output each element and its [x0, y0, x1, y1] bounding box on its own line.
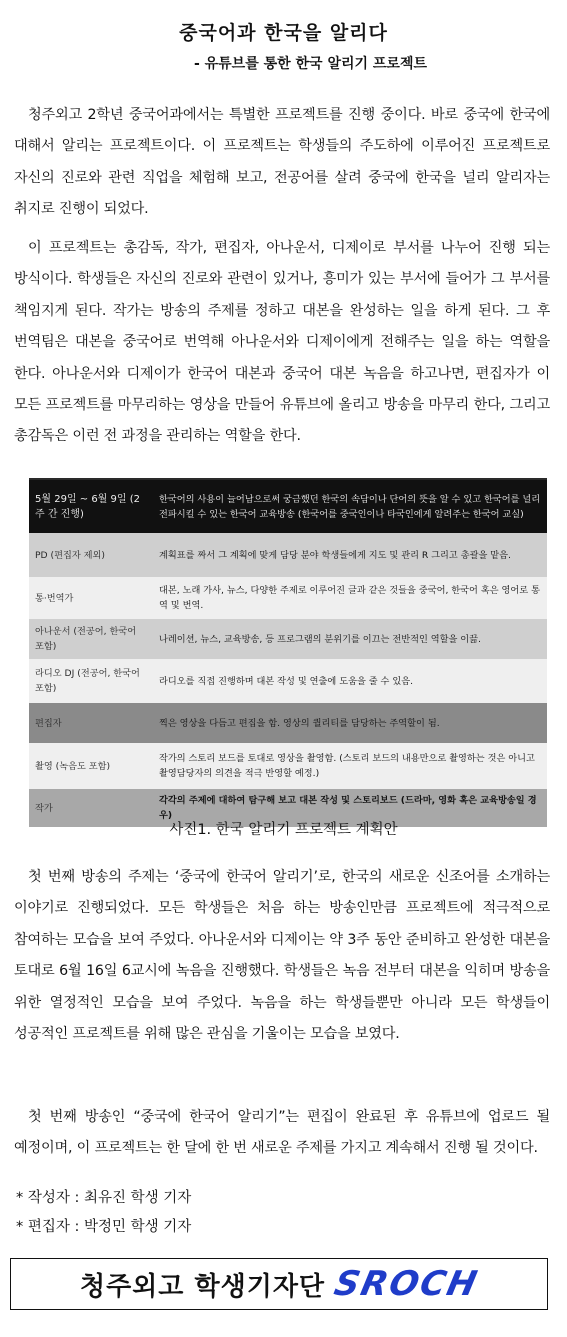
plan-task: 라디오를 직접 진행하며 대본 작성 및 연출에 도움을 줄 수 있음.	[153, 659, 547, 703]
figure-caption: 사진1. 한국 알리기 프로젝트 계획안	[169, 822, 398, 838]
plan-row	[29, 619, 547, 659]
paragraph-1	[14, 100, 550, 226]
plan-task: 찍은 영상을 다듬고 편집을 함. 영상의 퀄리티를 담당하는 주역할이 됨.	[153, 703, 547, 743]
editor-credit: * 편집자 : 박정민 학생 기자	[16, 1219, 192, 1235]
banner-logo: SROCH	[330, 1264, 483, 1304]
banner-org-name: 청주외고 학생기자단	[79, 1271, 326, 1302]
press-banner	[10, 1258, 548, 1310]
paragraph-2	[14, 233, 550, 453]
paragraph-2-text: 이 프로젝트는 총감독, 작가, 편집자, 아나운서, 디제이로 부서를 나누어 진행 되는 방식이다. 학생들은 자신의 진로와 관련이 있거나, 흥미가 있는 부서에 들어가 그 부서를 책임지게 된다. 작가는 방송의 주제를 정하고 대본을 완성하는 일을 하게 된다. 그 후 번역팀은 대본을 중국어로 번역해 아나운서와 디제이에게 전해주는 일을 하는 역할을 한다. 아나운서와 디제이가 한국어 대본과 중국어 대본 녹음을 하고나면, 편집자가 이 모든 프로젝트를 마무리하는 영상을 만들어 유튜브에 올리고 방송을 마무리 한다, 그리고 총감독은 이런 전 과정을 관리하는 역할을 한다.	[14, 240, 550, 445]
plan-row	[29, 577, 547, 619]
plan-task: 대본, 노래 가사, 뉴스, 다양한 주제로 이루어진 글과 같은 것들을 중국어, 한국어 혹은 영어로 통역 및 번역.	[153, 577, 547, 619]
plan-table	[29, 480, 547, 827]
plan-task: 작가의 스토리 보드를 토대로 영상을 촬영함. (스토리 보드의 내용만으로 촬영하는 것은 아니고 촬영담당자의 의견을 적극 반영할 예정.)	[153, 743, 547, 789]
writer-credit: * 작성자 : 최유진 학생 기자	[16, 1190, 192, 1206]
article-title: 중국어과 한국을 알리다	[179, 22, 388, 44]
paragraph-1-text: 청주외고 2학년 중국어과에서는 특별한 프로젝트를 진행 중이다. 바로 중국에 한국에 대해서 알리는 프로젝트이다. 이 프로젝트는 학생들의 주도하에 이루어진 프로젝트로 자신의 진로와 관련 직업을 체험해 보고, 전공어를 살려 중국에 한국을 널리 알리자는 취지로 진행이 되었다.	[14, 107, 550, 218]
plan-row	[29, 743, 547, 789]
paragraph-3	[14, 862, 550, 1050]
plan-header-row	[29, 480, 547, 533]
paragraph-3-text: 첫 번째 방송의 주제는 ‘중국에 한국어 알리기’로, 한국의 새로운 신조어를 소개하는 이야기로 진행되었다. 모든 학생들은 처음 하는 방송인만큼 프로젝트에 적극적으로 참여하는 모습을 보여 주었다. 아나운서와 디제이는 약 3주 동안 준비하고 완성한 대본을 토대로 6월 16일 6교시에 녹음을 진행했다. 학생들은 녹음 전부터 대본을 익히며 방송을 위한 열정적인 모습을 보여 주었다. 녹음을 하는 학생들뿐만 아니라 모든 학생들이 성공적인 프로젝트를 위해 많은 관심을 기울이는 모습을 보였다.	[14, 869, 550, 1043]
plan-role: 촬영 (녹음도 포함)	[29, 743, 153, 789]
plan-role: 편집자	[29, 703, 153, 743]
article-subtitle: - 유튜브를 통한 한국 알리기 프로젝트	[193, 56, 427, 72]
paragraph-4-text: 첫 번째 방송인 “중국에 한국어 알리기”는 편집이 완료된 후 유튜브에 업로드 될 예정이며, 이 프로젝트는 한 달에 한 번 새로운 주제를 가지고 계속해서 진행 될 것이다.	[14, 1109, 550, 1157]
plan-role: 라디오 DJ (전공어, 한국어 포함)	[29, 659, 153, 703]
plan-role: 아나운서 (전공어, 한국어 포함)	[29, 619, 153, 659]
paragraph-4	[14, 1102, 550, 1165]
plan-table-image	[29, 478, 547, 821]
plan-task: 각각의 주제에 대하여 탐구해 보고 대본 작성 및 스토리보드 (드라마, 영화 혹은 교육방송일 경우)	[153, 789, 547, 827]
plan-task: 계획표를 짜서 그 계획에 맞게 담당 분야 학생들에게 지도 및 관리 R 그리고 총괄을 맡음.	[153, 533, 547, 577]
plan-row	[29, 659, 547, 703]
plan-row	[29, 533, 547, 577]
plan-row	[29, 703, 547, 743]
plan-role: 작가	[29, 789, 153, 827]
plan-task: 나레이션, 뉴스, 교육방송, 등 프로그램의 분위기를 이끄는 전반적인 역할을 이끎.	[153, 619, 547, 659]
plan-role: 통·번역가	[29, 577, 153, 619]
credits	[16, 1184, 191, 1242]
plan-period: 5월 29일 ~ 6월 9일 (2주 간 진행)	[29, 480, 153, 533]
plan-role: PD (편집자 제외)	[29, 533, 153, 577]
plan-description: 한국어의 사용이 늘어남으로써 궁금했던 한국의 속담이나 단어의 뜻을 알 수 있고 한국어를 널리 전파시킬 수 있는 한국어 교육방송 (한국어를 중국인이나 타국인에게 알려주는 한국어 교실)	[153, 480, 547, 533]
